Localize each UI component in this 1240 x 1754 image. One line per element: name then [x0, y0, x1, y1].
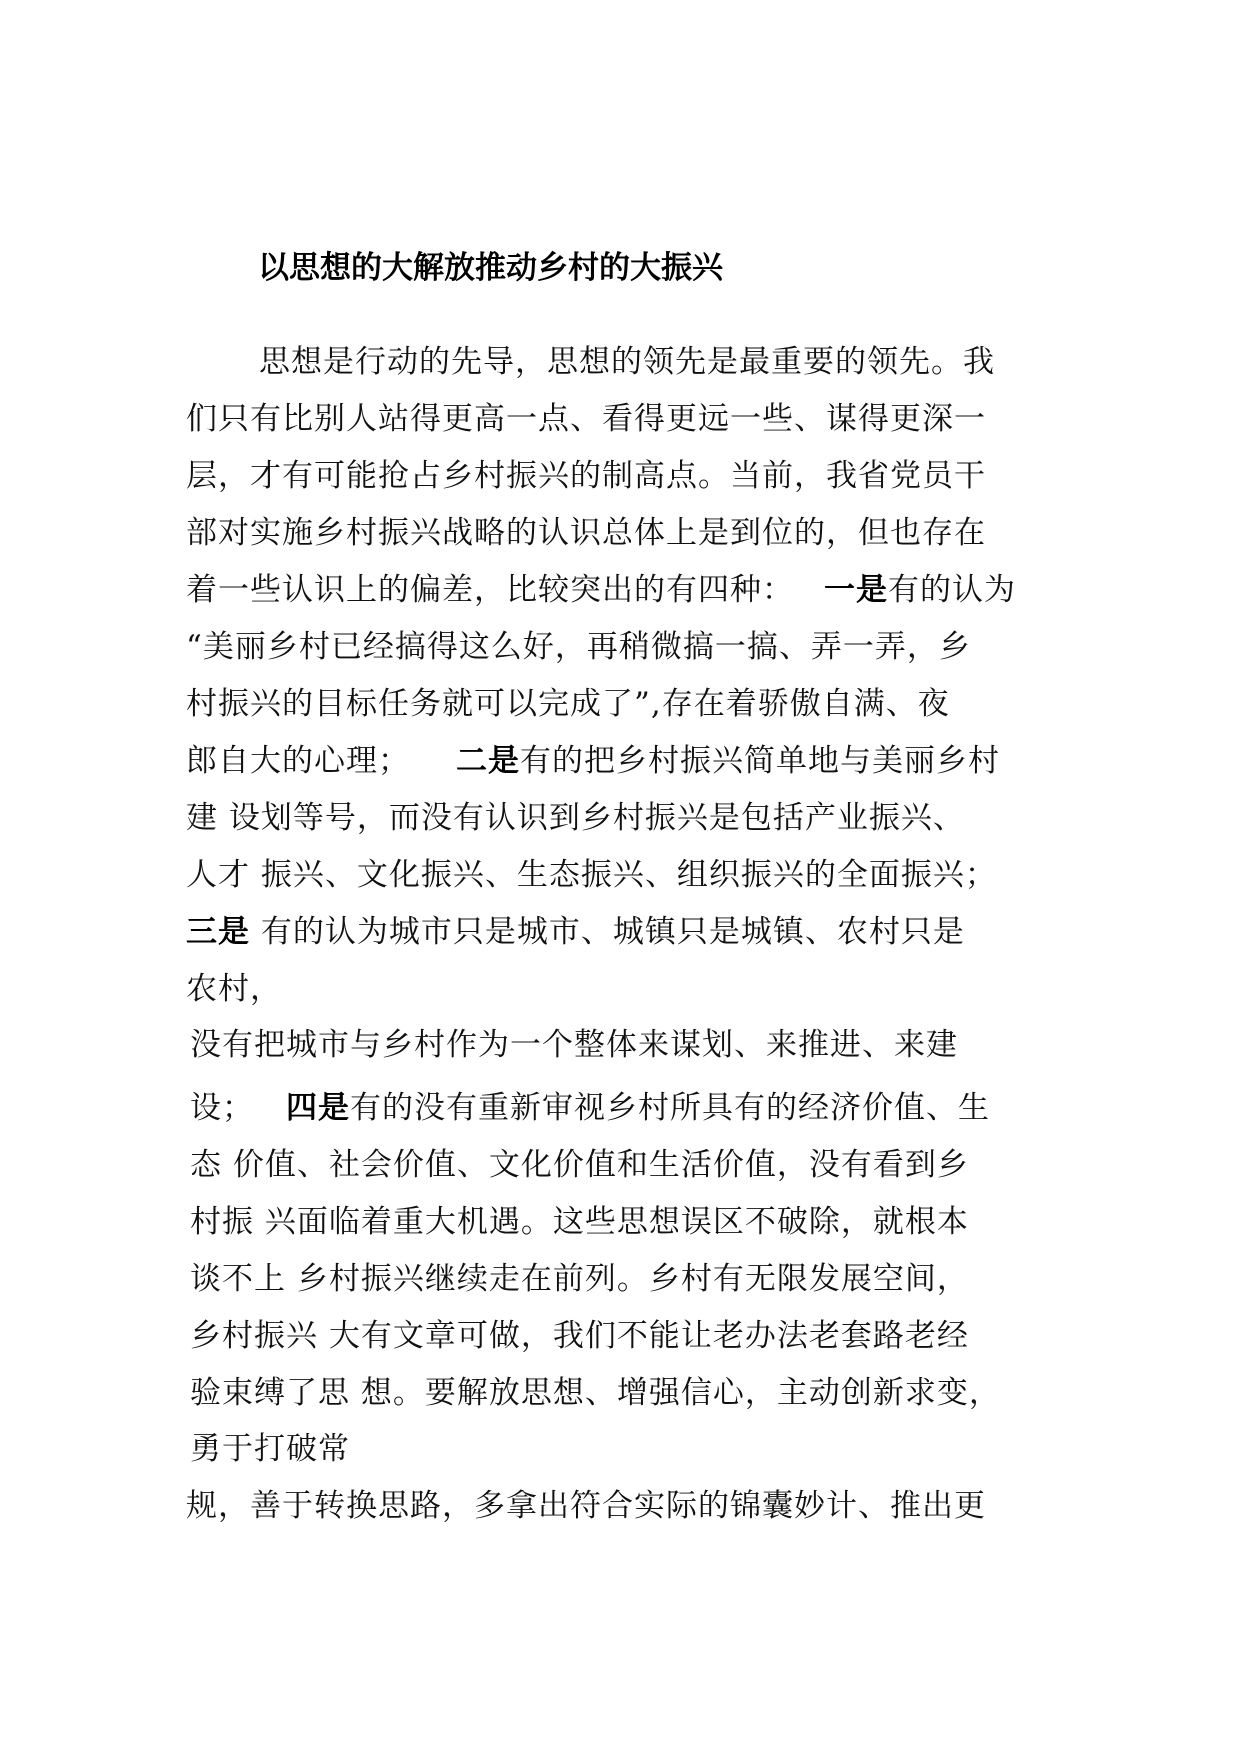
text-run: 乡村振兴 大有文章可做，我们不能让老办法老套路老经 — [190, 1318, 969, 1354]
paragraph-line — [190, 1202, 969, 1242]
paragraph-line — [186, 513, 986, 553]
paragraph-line — [186, 456, 986, 496]
text-run: 谈不上 乡村振兴继续走在前列。乡村有无限发展空间， — [190, 1261, 969, 1297]
paragraph-line — [186, 570, 1016, 610]
text-run: 有的没有重新审视乡村所具有的经济价值、生 — [350, 1090, 990, 1126]
paragraph-line — [259, 342, 995, 382]
paragraph-line — [190, 1373, 1001, 1413]
text-run: 村振兴的目标任务就可以完成了”,存在着骄傲自满、夜 — [186, 686, 950, 722]
text-run: 农村， — [186, 971, 282, 1007]
paragraph-line — [186, 969, 282, 1009]
text-run: 有的认为 — [888, 572, 1016, 608]
text-run: 层，才有可能抢占乡村振兴的制高点。当前，我省党员干 — [186, 458, 986, 494]
paragraph-line — [186, 741, 1000, 781]
paragraph-line — [186, 1486, 986, 1526]
text-run: 郎自大的心理； — [186, 743, 410, 779]
paragraph-line — [190, 1145, 969, 1185]
paragraph-line — [186, 855, 997, 895]
paragraph-line — [190, 1259, 969, 1299]
text-run: 验束缚了思 想。要解放思想、增强信心，主动创新求变， — [190, 1375, 1001, 1411]
paragraph-line — [186, 684, 950, 724]
paragraph-line — [186, 912, 965, 952]
text-run: 勇于打破常 — [190, 1431, 350, 1467]
text-run: 规，善于转换思路，多拿出符合实际的锦囊妙计、推出更 — [186, 1488, 986, 1524]
bold-marker: 四是 — [286, 1090, 350, 1126]
bold-marker: 二是 — [456, 743, 520, 779]
text-run: 设； — [190, 1090, 254, 1126]
paragraph-line — [190, 1088, 990, 1128]
text-run: 有的认为城市只是城市、城镇只是城镇、农村只是 — [250, 914, 965, 950]
text-run: 们只有比别人站得更高一点、看得更远一些、谋得更深一 — [186, 401, 986, 437]
text-run: 村振 兴面临着重大机遇。这些思想误区不破除，就根本 — [190, 1204, 969, 1240]
text-run: 着一些认识上的偏差，比较突出的有四种： — [186, 572, 794, 608]
text-run: 没有把城市与乡村作为一个整体来谋划、来推进、来建 — [190, 1027, 958, 1063]
text-run: 态 价值、社会价值、文化价值和生活价值，没有看到乡 — [190, 1147, 969, 1183]
document-title: 以思想的大解放推动乡村的大振兴 — [258, 250, 723, 286]
text-run: 有的把乡村振兴简单地与美丽乡村 — [520, 743, 1000, 779]
text-run: 人才 振兴、文化振兴、生态振兴、组织振兴的全面振兴； — [186, 857, 997, 893]
text-run: 部对实施乡村振兴战略的认识总体上是到位的，但也存在 — [186, 515, 986, 551]
text-run: 思想是行动的先导，思想的领先是最重要的领先。我 — [259, 344, 995, 380]
text-run: “美丽乡村已经搞得这么好，再稍微搞一搞、弄一弄，乡 — [186, 629, 971, 665]
text-run: 建 设划等号，而没有认识到乡村振兴是包括产业振兴、 — [186, 800, 965, 836]
bold-marker: 一是 — [824, 572, 888, 608]
paragraph-line — [186, 798, 965, 838]
bold-marker: 三是 — [186, 914, 250, 950]
paragraph-line — [186, 627, 971, 667]
paragraph-line — [186, 399, 986, 439]
paragraph-line — [190, 1316, 969, 1356]
paragraph-line — [190, 1025, 958, 1065]
paragraph-line — [190, 1429, 350, 1469]
